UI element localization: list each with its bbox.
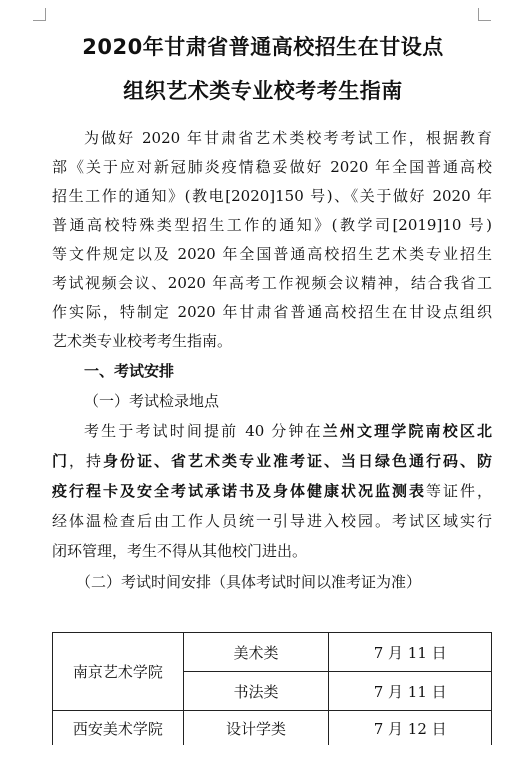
document-title-line-2: 组织艺术类专业校考考生指南 [123, 79, 403, 103]
date-cell: 7 月 11 日 [329, 672, 492, 711]
crop-mark-top-right [478, 8, 491, 21]
para2-line-2 [52, 451, 492, 471]
para2-gate-bold: 门 [52, 452, 69, 470]
subject-cell: 书法类 [183, 672, 329, 711]
intro-line-4: 普通高校特殊类型招生工作的通知》(教学司[2019]10 号) [52, 216, 492, 234]
intro-line-8: 艺术类专业校考考生指南。 [52, 332, 233, 350]
para2-line-1 [84, 421, 492, 441]
exam-schedule-table [52, 632, 492, 745]
table-row [53, 633, 492, 672]
para2-text: 等证件， [425, 482, 492, 500]
date-cell: 7 月 12 日 [329, 711, 492, 746]
date-cell: 7 月 11 日 [329, 633, 492, 672]
table-row [53, 711, 492, 746]
intro-line-2: 部《关于应对新冠肺炎疫情稳妥做好 2020 年全国普通高校 [52, 158, 492, 176]
intro-line-6: 考试视频会议、2020 年高考工作视频会议精神，结合我省工 [52, 274, 492, 292]
para2-location-bold: 兰州文理学院南校区北 [322, 422, 492, 440]
para2-line-5: 闭环管理，考生不得从其他校门进出。 [52, 542, 308, 560]
document-title-line-1: 2020年甘肃省普通高校招生在甘设点 [82, 35, 444, 59]
para2-text: 考生于考试时间提前 40 分钟在 [84, 422, 323, 440]
school-cell: 西安美术学院 [53, 711, 184, 746]
para2-text: ，持 [69, 452, 103, 470]
crop-mark-top-left [33, 8, 46, 21]
intro-line-5: 等文件规定以及 2020 年全国普通高校招生艺术类专业招生 [52, 245, 492, 263]
section-heading-exam-arrangement: 一、考试安排 [84, 362, 175, 380]
para2-documents-bold: 身份证、省艺术类专业准考证、当日绿色通行码、防 [103, 452, 492, 470]
subject-cell: 设计学类 [183, 711, 329, 746]
subheading-exam-schedule: （二）考试时间安排（具体考试时间以准考证为准） [76, 573, 422, 591]
intro-line-1: 为做好 2020 年甘肃省艺术类校考考试工作，根据教育 [84, 129, 492, 147]
intro-line-3: 招生工作的通知》(教电[2020]150 号)、《关于做好 2020 年 [52, 187, 492, 205]
school-cell: 南京艺术学院 [53, 633, 184, 711]
para2-line-4: 经体温检查后由工作人员统一引导进入校园。考试区域实行 [52, 512, 492, 530]
para2-line-3 [52, 481, 492, 501]
para2-documents-bold-2: 疫行程卡及安全考试承诺书及身体健康状况监测表 [52, 482, 426, 500]
subheading-check-in-location: （一）考试检录地点 [84, 392, 220, 410]
intro-line-7: 作实际，特制定 2020 年甘肃省普通高校招生在甘设点组织 [52, 303, 492, 321]
subject-cell: 美术类 [183, 633, 329, 672]
